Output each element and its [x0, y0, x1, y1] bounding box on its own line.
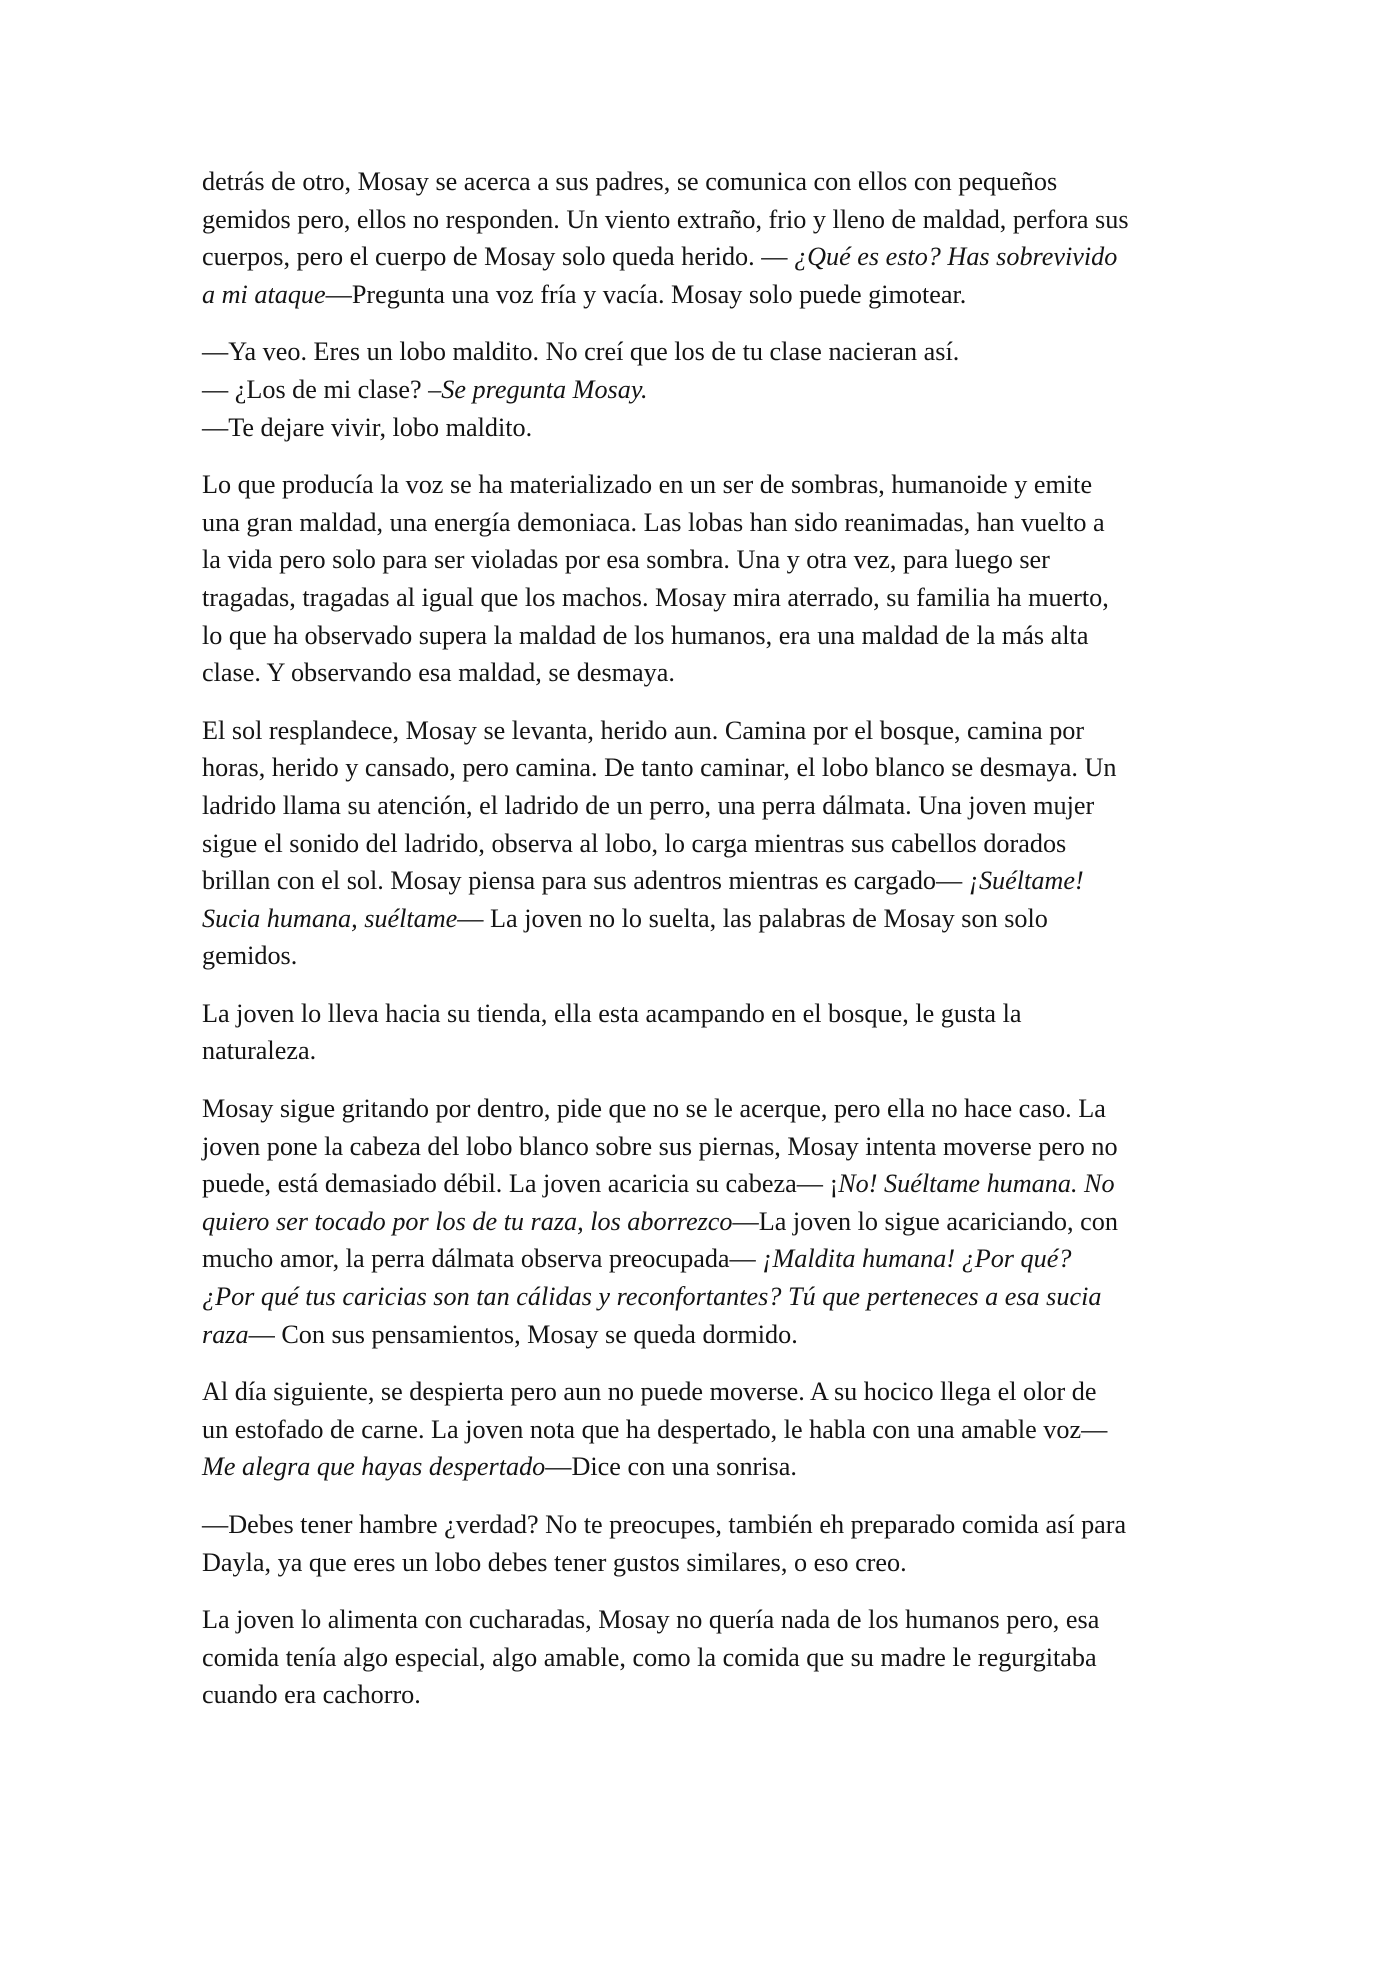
body-text: cuerpos, pero el cuerpo de Mosay solo queda herido. — [202, 242, 794, 272]
text-line [202, 541, 1214, 579]
italic-text: –Se pregunta Mosay. [428, 374, 648, 404]
text-line [202, 1165, 1214, 1203]
text-line [202, 1278, 1214, 1316]
paragraph [202, 1373, 1214, 1486]
text-line [202, 1639, 1214, 1677]
paragraph [202, 712, 1214, 975]
body-text: — ¿Los de mi clase? [202, 374, 429, 404]
paragraph [202, 163, 1214, 313]
body-text: Mosay sigue gritando por dentro, pide que no se le acerque, pero ella no hace caso. La [202, 1094, 1106, 1124]
text-line [202, 163, 1214, 201]
text-line [202, 787, 1214, 825]
text-line [202, 712, 1214, 750]
body-text: gemidos pero, ellos no responden. Un viento extraño, frio y lleno de maldad, perfora sus [202, 204, 1129, 234]
body-text: sigue el sonido del ladrido, observa al lobo, lo carga mientras sus cabellos dorados [202, 828, 1067, 858]
body-text: La joven lo alimenta con cucharadas, Mosay no quería nada de los humanos pero, esa [202, 1605, 1100, 1635]
text-line [202, 1373, 1214, 1411]
body-text: ladrido llama su atención, el ladrido de un perro, una perra dálmata. Una joven mujer [202, 790, 1095, 820]
text-line [202, 825, 1214, 863]
paragraph [202, 1601, 1214, 1714]
text-line [202, 1544, 1214, 1582]
paragraph [202, 466, 1214, 692]
body-text: —Te dejare vivir, lobo maldito. [202, 412, 533, 442]
body-text: El sol resplandece, Mosay se levanta, herido aun. Camina por el bosque, camina por [202, 715, 1085, 745]
italic-text: ¿Por qué tus caricias son tan cálidas y reconfortantes? Tú que perteneces a esa sucia [202, 1282, 1102, 1312]
text-line [202, 617, 1214, 655]
italic-text: ¡Suéltame! [968, 866, 1084, 896]
text-line [202, 201, 1214, 239]
text-line [202, 1448, 1214, 1486]
text-line [202, 504, 1214, 542]
text-line [202, 276, 1214, 314]
body-text: Al día siguiente, se despierta pero aun no puede moverse. A su hocico llega el olor de [202, 1377, 1097, 1407]
text-line [202, 1203, 1214, 1241]
body-text: mucho amor, la perra dálmata observa preocupada— [202, 1244, 763, 1274]
body-text: naturaleza. [202, 1036, 317, 1066]
body-text: —La joven lo sigue acariciando, con [732, 1206, 1118, 1236]
text-line [202, 1506, 1214, 1544]
paragraph [202, 333, 1214, 446]
body-text: detrás de otro, Mosay se acerca a sus padres, se comunica con ellos con pequeños [202, 167, 1058, 196]
body-text: lo que ha observado supera la maldad de los humanos, era una maldad de la más alta [202, 620, 1089, 650]
document-page [202, 163, 1214, 1734]
body-text: horas, herido y cansado, pero camina. De tanto caminar, el lobo blanco se desmaya. Un [202, 753, 1117, 783]
body-text: —Dice con una sonrisa. [545, 1452, 797, 1482]
text-line [202, 937, 1214, 975]
text-line [202, 1032, 1214, 1070]
paragraph [202, 1090, 1214, 1353]
text-line [202, 579, 1214, 617]
body-text: — Con sus pensamientos, Mosay se queda dormido. [248, 1319, 798, 1349]
body-text: una gran maldad, una energía demoniaca. Las lobas han sido reanimadas, han vuelto a [202, 507, 1105, 537]
italic-text: quiero ser tocado por los de tu raza, los aborrezco [202, 1206, 733, 1236]
text-line [202, 1601, 1214, 1639]
body-text: tragadas, tragadas al igual que los machos. Mosay mira aterrado, su familia ha muerto, [202, 582, 1109, 612]
italic-text: No! Suéltame humana. No [838, 1169, 1115, 1199]
text-line [202, 1411, 1214, 1449]
body-text: un estofado de carne. La joven nota que ha despertado, le habla con una amable voz— [202, 1414, 1108, 1444]
paragraph [202, 995, 1214, 1070]
body-text: La joven lo lleva hacia su tienda, ella esta acampando en el bosque, le gusta la [202, 998, 1022, 1028]
body-text: Dayla, ya que eres un lobo debes tener gustos similares, o eso creo. [202, 1547, 907, 1577]
body-text: gemidos. [202, 941, 298, 971]
text-line [202, 238, 1214, 276]
body-text: —Pregunta una voz fría y vacía. Mosay solo puede gimotear. [325, 279, 967, 309]
text-line [202, 900, 1214, 938]
text-line [202, 1090, 1214, 1128]
text-line [202, 1676, 1214, 1714]
body-text: —Debes tener hambre ¿verdad? No te preocupes, también eh preparado comida así para [202, 1510, 1127, 1539]
italic-text: ¿Qué es esto? Has sobrevivido [793, 242, 1118, 272]
body-text: clase. Y observando esa maldad, se desmaya. [202, 658, 675, 688]
italic-text: ¡Maldita humana! ¿Por qué? [762, 1244, 1072, 1274]
text-line [202, 654, 1214, 692]
text-line [202, 1240, 1214, 1278]
body-text: puede, está demasiado débil. La joven acaricia su cabeza— ¡ [202, 1169, 839, 1199]
paragraph [202, 1506, 1214, 1581]
body-text: —Ya veo. Eres un lobo maldito. No creí que los de tu clase nacieran así. [202, 337, 960, 367]
text-line [202, 371, 1214, 409]
italic-text: Sucia humana, suéltame [202, 903, 458, 933]
body-text: Lo que producía la voz se ha materializado en un ser de sombras, humanoide y emite [202, 470, 1093, 500]
text-line [202, 995, 1214, 1033]
body-text: joven pone la cabeza del lobo blanco sobre sus piernas, Mosay intenta moverse pero no [202, 1131, 1118, 1161]
italic-text: a mi ataque [202, 279, 326, 309]
italic-text: raza [202, 1319, 249, 1349]
body-text: — La joven no lo suelta, las palabras de Mosay son solo [457, 903, 1048, 933]
body-text: cuando era cachorro. [202, 1680, 421, 1710]
text-line [202, 749, 1214, 787]
text-line [202, 466, 1214, 504]
body-text: la vida pero solo para ser violadas por esa sombra. Una y otra vez, para luego ser [202, 545, 1050, 575]
text-line [202, 409, 1214, 447]
text-line [202, 1316, 1214, 1354]
text-line [202, 862, 1214, 900]
body-text: brillan con el sol. Mosay piensa para sus adentros mientras es cargado— [202, 866, 969, 896]
text-line [202, 333, 1214, 371]
italic-text: Me alegra que hayas despertado [202, 1452, 546, 1482]
text-line [202, 1128, 1214, 1166]
body-text: comida tenía algo especial, algo amable, como la comida que su madre le regurgitaba [202, 1642, 1097, 1672]
